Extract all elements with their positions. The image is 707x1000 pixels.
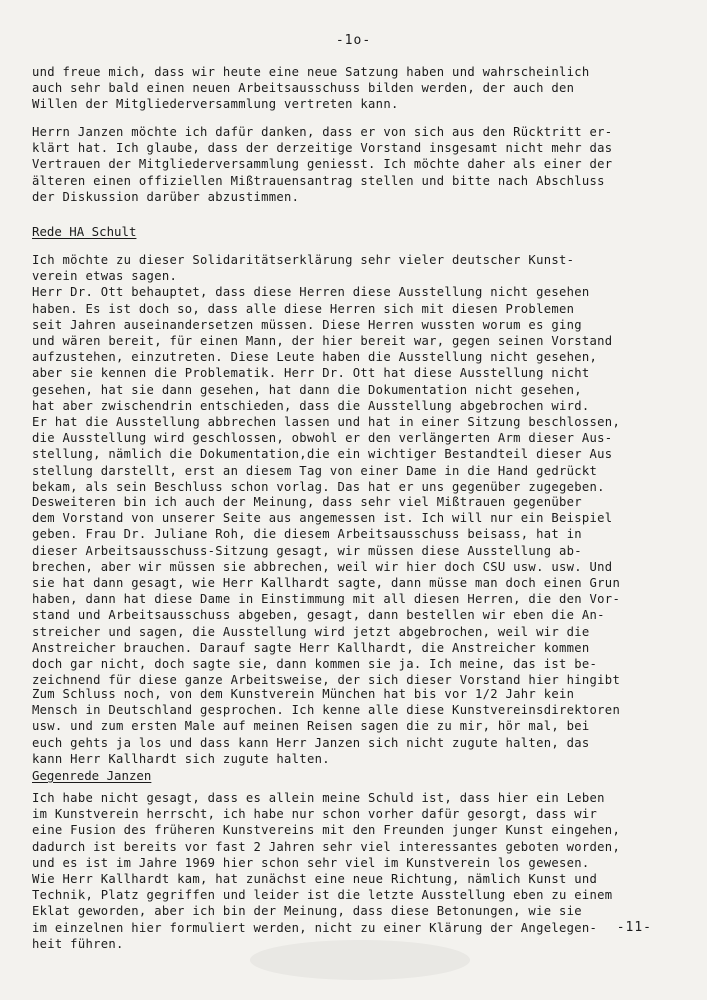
text-line: Anstreicher brauchen. Darauf sagte Herr Kallhardt, die Anstreicher kommen: [32, 640, 590, 655]
text-line: klärt hat. Ich glaube, dass der derzeitige Vorstand insgesamt nicht mehr das: [32, 141, 613, 156]
text-line: euch gehts ja los und dass kann Herr Janzen sich nicht zugute halten, das: [32, 735, 590, 750]
text-line: eine Fusion des früheren Kunstvereins mit den Freunden junger Kunst eingehen,: [32, 823, 621, 838]
text-line: im Kunstverein herrscht, ich habe nur schon vorher dafür gesorgt, dass wir: [32, 807, 598, 822]
text-line: sie hat dann gesagt, wie Herr Kallhardt sagte, dann müsse man doch einen Grun: [32, 576, 621, 591]
paragraph-3: [32, 252, 682, 495]
text-line: und freue mich, dass wir heute eine neue Satzung haben und wahrscheinlich: [32, 65, 590, 79]
text-line: haben, dann hat diese Dame in Einstimmung mit all diesen Herren, die den Vor-: [32, 592, 621, 607]
text-line: Ich habe nicht gesagt, dass es allein meine Schuld ist, dass hier ein Leben: [32, 791, 605, 805]
text-line: Mensch in Deutschland gesprochen. Ich kenne alle diese Kunstvereinsdirektoren: [32, 703, 621, 718]
next-page-marker: -11-: [616, 920, 652, 935]
text-line: Eklat geworden, aber ich bin der Meinung, dass diese Betonungen, wie sie: [32, 904, 582, 919]
text-line: bekam, als sein Beschluss schon vorlag. Das hat er uns gegenüber zugegeben.: [32, 479, 605, 494]
text-line: älteren einen offiziellen Mißtrauensantrag stellen und bitte nach Abschluss: [32, 173, 605, 188]
text-line: verein etwas sagen.: [32, 269, 178, 284]
text-line: haben. Es ist doch so, dass alle diese Herren sich mit diesen Problemen: [32, 301, 575, 316]
text-line: gesehen, hat sie dann gesehen, hat dann die Dokumentation nicht gesehen,: [32, 382, 582, 397]
paragraph-1: [32, 64, 682, 113]
text-line: stand und Arbeitsausschuss abgeben, gesagt, dann bestellen wir eben die An-: [32, 608, 605, 623]
text-line: streicher und sagen, die Ausstellung wird jetzt abgebrochen, weil wir die: [32, 624, 590, 639]
text-line: dieser Arbeitsausschuss-Sitzung gesagt, wir müssen diese Ausstellung ab-: [32, 543, 582, 558]
text-line: Herr Dr. Ott behauptet, dass diese Herren diese Ausstellung nicht gesehen: [32, 285, 590, 300]
text-line: Technik, Platz gegriffen und leider ist die letzte Ausstellung eben zu einem: [32, 888, 613, 903]
text-line: kann Herr Kallhardt sich zugute halten.: [32, 751, 330, 766]
text-line: zeichnend für diese ganze Arbeitsweise, der sich dieser Vorstand hier hingibt: [32, 673, 621, 688]
text-line: dadurch ist bereits vor fast 2 Jahren sehr viel interessantes geboten worden,: [32, 839, 621, 854]
text-line: Herrn Janzen möchte ich dafür danken, dass er von sich aus den Rücktritt er-: [32, 125, 613, 139]
text-line: hat aber zwischendrin entschieden, dass die Ausstellung abgebrochen wird.: [32, 398, 590, 413]
text-line: Desweiteren bin ich auch der Meinung, dass sehr viel Mißtrauen gegenüber: [32, 495, 582, 509]
paragraph-2: [32, 124, 682, 205]
text-line: und wären bereit, für einen Mann, der hier bereit war, gegen seinen Vorstand: [32, 334, 613, 349]
paragraph-5: [32, 686, 682, 767]
text-line: die Ausstellung wird geschlossen, obwohl er den verlängerten Arm dieser Aus-: [32, 431, 613, 446]
text-line: heit führen.: [32, 936, 124, 951]
text-line: stellung darstellt, erst an diesem Tag von einer Dame in die Hand gedrückt: [32, 463, 598, 478]
text-line: und es ist im Jahre 1969 hier schon sehr viel im Kunstverein los gewesen.: [32, 855, 590, 870]
text-line: dem Vorstand von unserer Seite aus angemessen ist. Ich will nur ein Beispiel: [32, 511, 613, 526]
text-line: seit Jahren auseinandersetzen müssen. Diese Herren wussten worum es ging: [32, 317, 582, 332]
text-line: Ich möchte zu dieser Solidaritätserklärung sehr vieler deutscher Kunst-: [32, 253, 575, 267]
text-line: Willen der Mitgliederversammlung vertreten kann.: [32, 97, 399, 112]
paragraph-4: [32, 494, 682, 688]
text-line: aufzustehen, einzutreten. Diese Leute haben die Ausstellung nicht gesehen,: [32, 350, 598, 365]
page-number: -1o-: [335, 33, 372, 48]
text-line: im einzelnen hier formuliert werden, nicht zu einer Klärung der Angelegen-: [32, 920, 598, 935]
text-line: Zum Schluss noch, von dem Kunstverein München hat bis vor 1/2 Jahr kein: [32, 687, 575, 701]
text-line: stellung, nämlich die Dokumentation,die ein wichtiger Bestandteil dieser Aus: [32, 447, 613, 462]
paragraph-6: [32, 790, 682, 952]
text-line: Er hat die Ausstellung abbrechen lassen und hat in einer Sitzung beschlossen,: [32, 415, 621, 430]
text-line: Wie Herr Kallhardt kam, hat zunächst eine neue Richtung, nämlich Kunst und: [32, 872, 598, 887]
text-line: usw. und zum ersten Male auf meinen Reisen sagen die zu mir, hör mal, bei: [32, 719, 590, 734]
text-line: Vertrauen der Mitgliederversammlung geniesst. Ich möchte daher als einer der: [32, 157, 613, 172]
heading-rede-ha-schult: Rede HA Schult: [32, 224, 137, 239]
heading-gegenrede-janzen: Gegenrede Janzen: [32, 768, 152, 783]
text-line: aber sie kennen die Problematik. Herr Dr. Ott hat diese Ausstellung nicht: [32, 366, 590, 381]
text-line: brechen, aber wir müssen sie abbrechen, weil wir hier doch CSU usw. usw. Und: [32, 559, 613, 574]
text-line: doch gar nicht, doch sagte sie, dann kommen sie ja. Ich meine, das ist be-: [32, 657, 598, 672]
text-line: auch sehr bald einen neuen Arbeitsausschuss bilden werden, der auch den: [32, 81, 575, 96]
text-line: der Diskussion darüber abzustimmen.: [32, 189, 300, 204]
text-line: geben. Frau Dr. Juliane Roh, die diesem Arbeitsausschuss beisass, hat in: [32, 527, 582, 542]
